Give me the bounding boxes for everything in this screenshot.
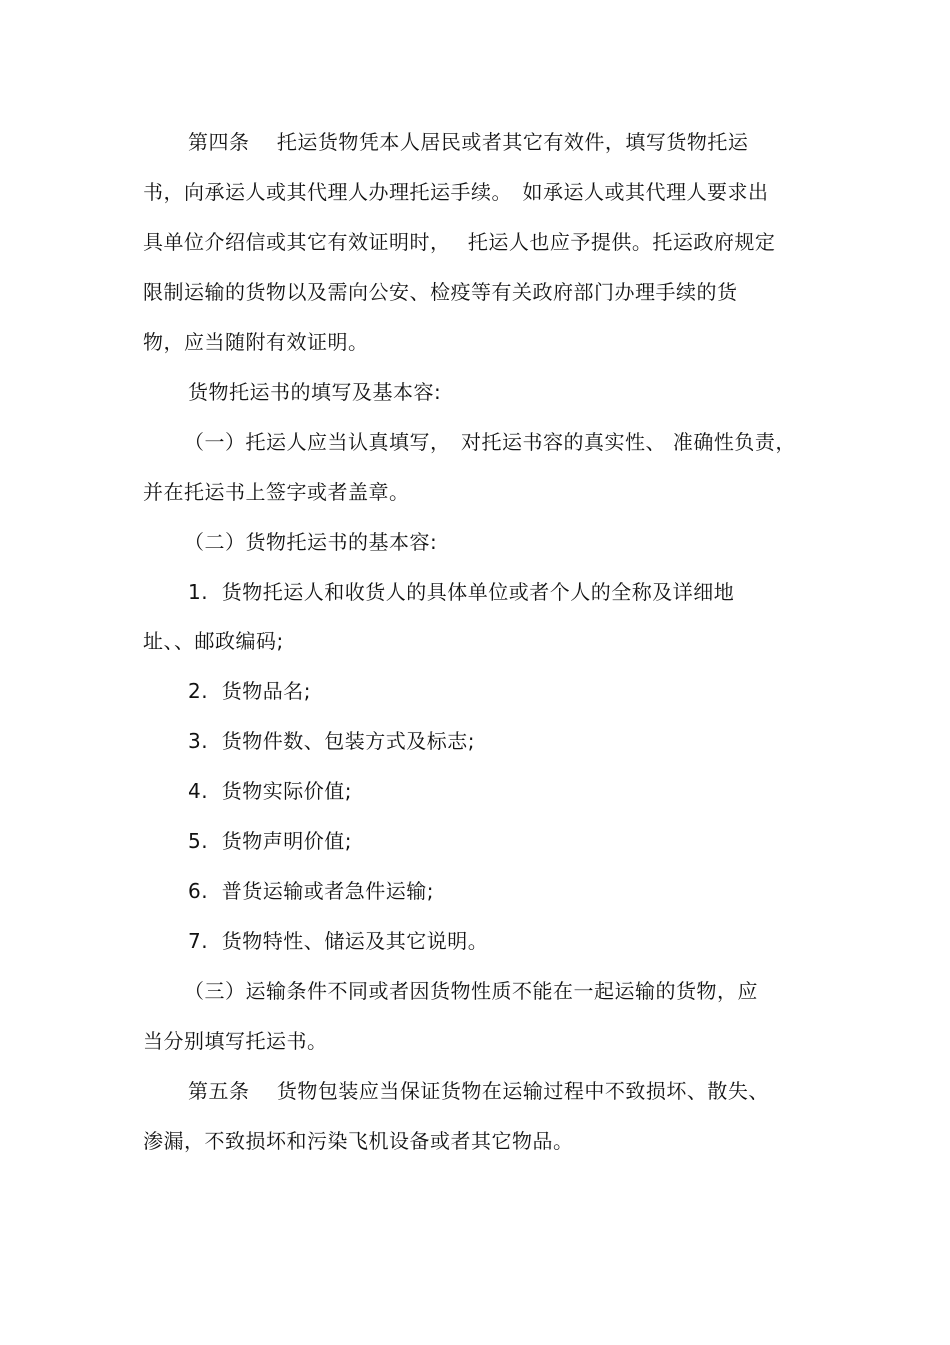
text-line: 限制运输的货物以及需向公安、检疫等有关政府部门办理手续的货 xyxy=(143,280,738,304)
text-line: 当分别填写托运书。 xyxy=(143,1029,328,1053)
text-line: （二）货物托运书的基本容: xyxy=(184,530,438,554)
list-item: 1. 货物托运人和收货人的具体单位或者个人的全称及详细地 xyxy=(188,580,735,604)
text-line: （三）运输条件不同或者因货物性质不能在一起运输的货物，应 xyxy=(184,979,758,1003)
text-line: 渗漏，不致损坏和污染飞机设备或者其它物品。 xyxy=(143,1129,574,1153)
text-line: 具单位介绍信或其它有效证明时， 托运人也应予提供。托运政府规定 xyxy=(143,230,776,254)
text-line: （一）托运人应当认真填写， 对托运书容的真实性、 准确性负责， xyxy=(184,430,796,454)
text-line: 第四条 托运货物凭本人居民或者其它有效件，填写货物托运 xyxy=(188,130,749,154)
list-item: 3. 货物件数、包装方式及标志; xyxy=(188,729,476,753)
list-item: 2. 货物品名; xyxy=(188,679,312,703)
text-line: 第五条 货物包装应当保证货物在运输过程中不致损坏、散失、 xyxy=(188,1079,769,1103)
list-item: 4. 货物实际价值; xyxy=(188,779,353,803)
text-line: 物，应当随附有效证明。 xyxy=(143,330,369,354)
list-item: 7. 货物特性、储运及其它说明。 xyxy=(188,929,489,953)
text-line: 书，向承运人或其代理人办理托运手续。 如承运人或其代理人要求出 xyxy=(143,180,769,204)
text-line: 货物托运书的填写及基本容: xyxy=(188,380,442,404)
text-line: 并在托运书上签字或者盖章。 xyxy=(143,480,410,504)
list-item: 5. 货物声明价值; xyxy=(188,829,353,853)
list-item: 6. 普货运输或者急件运输; xyxy=(188,879,435,903)
text-line: 址、、邮政编码; xyxy=(143,629,284,653)
